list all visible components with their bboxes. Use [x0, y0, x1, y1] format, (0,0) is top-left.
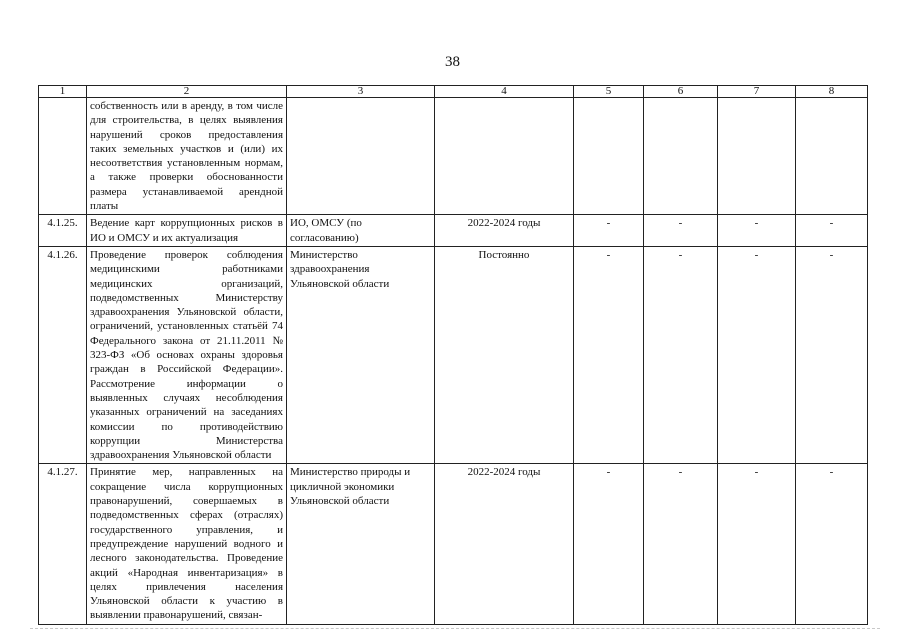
period-text: [435, 98, 574, 215]
period-text: Постоянно: [435, 246, 574, 463]
table-row: [39, 464, 868, 624]
executor-text: [287, 98, 435, 215]
col5-value: -: [574, 215, 644, 247]
col5-value: -: [574, 464, 644, 624]
header-cell: 6: [644, 86, 718, 98]
row-number: 4.1.27.: [39, 464, 87, 624]
col8-value: -: [796, 246, 868, 463]
header-cell: 2: [87, 86, 287, 98]
measures-table: [38, 85, 868, 625]
col7-value: -: [718, 464, 796, 624]
page-number: 38: [445, 54, 460, 70]
header-row: [39, 86, 868, 98]
row-number: 4.1.26.: [39, 246, 87, 463]
header-cell: 1: [39, 86, 87, 98]
executor-text: Министерство природы и цикличной экономики Ульяновской области: [287, 464, 435, 624]
col6-value: -: [644, 464, 718, 624]
col5-value: [574, 98, 644, 215]
col8-value: -: [796, 215, 868, 247]
measure-text: собственность или в аренду, в том числе для строительства, в целях выявления нарушений сроков предоставления таких земельных участков и (или) их несоответствия установленным нормам, а также проверки обоснованности размера устанавливаемой арендной платы: [87, 98, 287, 215]
period-text: 2022-2024 годы: [435, 464, 574, 624]
col7-value: -: [718, 215, 796, 247]
col8-value: -: [796, 464, 868, 624]
header-cell: 7: [718, 86, 796, 98]
measure-text: Принятие мер, направленных на сокращение числа коррупционных правонарушений, совершаемых в подведомственных сферах (отраслях) государственного управления, и предупреждение нарушений водного и лесного законодательства. Проведение акций «Народная инвентаризация» в целях привлечения населения Ульяновской области к участию в выявлении правонарушений, связан-: [87, 464, 287, 624]
col5-value: -: [574, 246, 644, 463]
col6-value: -: [644, 246, 718, 463]
row-number: 4.1.25.: [39, 215, 87, 247]
table-row: [39, 246, 868, 463]
table-row: [39, 98, 868, 215]
header-cell: 5: [574, 86, 644, 98]
col6-value: -: [644, 215, 718, 247]
period-text: 2022-2024 годы: [435, 215, 574, 247]
col6-value: [644, 98, 718, 215]
measure-text: Проведение проверок соблюдения медицинскими работниками медицинских организаций, подведомственных Министерству здравоохранения Ульяновской области, ограничений, установленных статьёй 74 Федерального закона от 21.11.2011 № 323-ФЗ «Об основах охраны здоровья граждан в Российской Федерации». Рассмотрение информации о выявленных случаях несоблюдения указанных ограничений на заседаниях комиссии по противодействию коррупции Министерства здравоохранения Ульяновской области: [87, 246, 287, 463]
col7-value: [718, 98, 796, 215]
header-cell: 4: [435, 86, 574, 98]
header-cell: 3: [287, 86, 435, 98]
row-number: [39, 98, 87, 215]
measure-text: Ведение карт коррупционных рисков в ИО и ОМСУ и их актуализация: [87, 215, 287, 247]
executor-text: Министерство здравоохранения Ульяновской области: [287, 246, 435, 463]
col8-value: [796, 98, 868, 215]
table-row: [39, 215, 868, 247]
header-cell: 8: [796, 86, 868, 98]
scan-edge: [30, 628, 880, 633]
col7-value: -: [718, 246, 796, 463]
executor-text: ИО, ОМСУ (по согласованию): [287, 215, 435, 247]
